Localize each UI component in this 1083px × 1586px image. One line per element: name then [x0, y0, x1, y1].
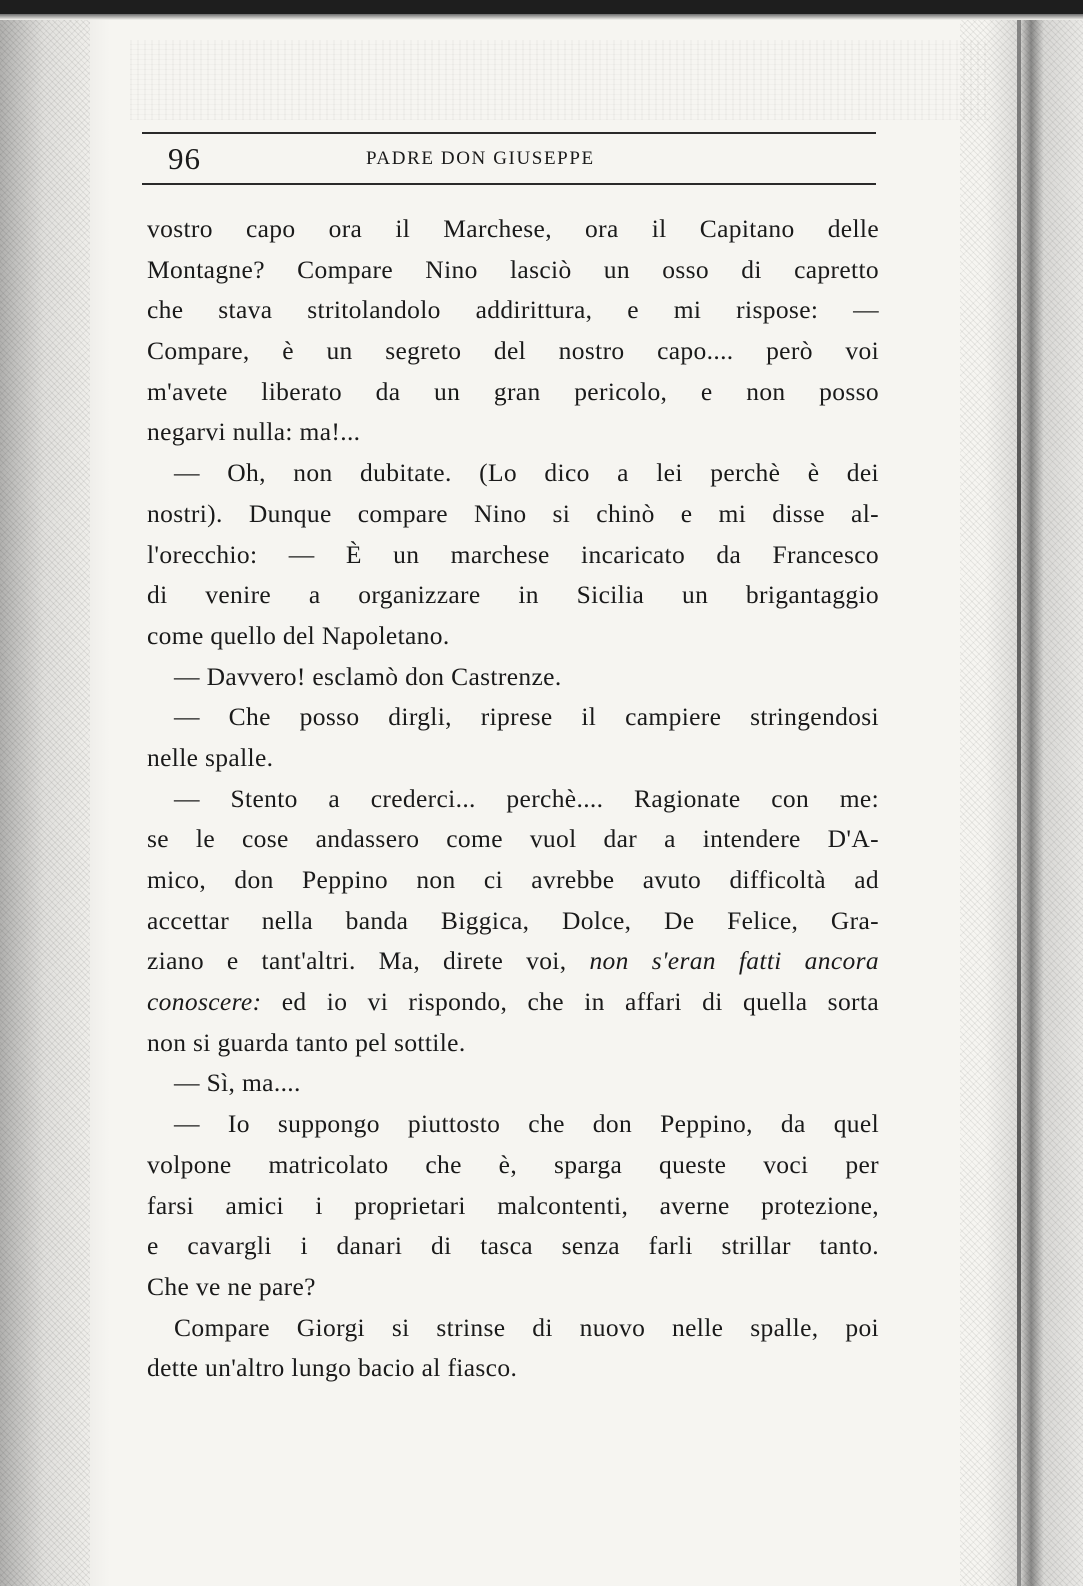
header-rule-bottom — [142, 183, 876, 185]
text-line: vostro capo ora il Marchese, ora il Capitano delle — [147, 214, 879, 243]
text-line: Montagne? Compare Nino lasciò un osso di capretto — [147, 254, 879, 284]
italic-phrase: conoscere: — [147, 987, 262, 1017]
text-line: m'avete liberato da un gran pericolo, e non posso — [147, 376, 879, 406]
text-line: dette un'altro lungo bacio al fiasco. — [147, 1353, 518, 1383]
text-segment: ed io vi rispondo, che in affari di quella sorta — [281, 987, 879, 1017]
text-line: che stava stritolandolo addirittura, e mi rispose: — — [147, 295, 879, 325]
text-line: nelle spalle. — [147, 742, 274, 772]
text-line: accettar nella banda Biggica, Dolce, De Felice, Gra- — [147, 905, 879, 935]
text-segment: ziano e tant'altri. Ma, direte voi, — [147, 946, 567, 976]
text-line: e cavargli i danari di tasca senza farli strillar tanto. — [147, 1231, 879, 1261]
text-line: volpone matricolato che è, sparga queste voci per — [147, 1149, 879, 1179]
text-line: — Sì, ma.... — [174, 1068, 301, 1098]
text-line: farsi amici i proprietari malcontenti, averne protezione, — [147, 1190, 879, 1220]
header-rule-top — [142, 132, 876, 134]
text-line: se le cose andassero come vuol dar a intendere D'A- — [147, 824, 879, 854]
text-line: — Io suppongo piuttosto che don Peppino, da quel — [174, 1109, 879, 1139]
scan-top-border — [0, 0, 1083, 14]
text-line: non si guarda tanto pel sottile. — [147, 1027, 466, 1057]
scan-noise-top — [130, 40, 990, 120]
running-head: PADRE DON GIUSEPPE — [366, 148, 595, 169]
text-line: Compare, è un segreto del nostro capo.... però voi — [147, 336, 879, 366]
body-text — [147, 209, 879, 1389]
scan-top-shadow — [0, 14, 1083, 20]
text-line: mico, don Peppino non ci avrebbe avuto difficoltà ad — [147, 865, 879, 894]
italic-phrase: non s'eran fatti ancora — [589, 946, 880, 976]
text-line: Compare Giorgi si strinse di nuovo nelle spalle, poi — [174, 1312, 879, 1342]
text-line: di venire a organizzare in Sicilia un brigantaggio — [147, 580, 879, 610]
text-line: — Oh, non dubitate. (Lo dico a lei perchè è dei — [174, 458, 879, 488]
text-line: negarvi nulla: ma!... — [147, 417, 361, 447]
page-fold-line — [1017, 20, 1021, 1586]
text-line-mixed — [147, 941, 879, 982]
text-line: l'orecchio: — È un marchese incaricato da Francesco — [147, 539, 879, 569]
text-line: — Stento a crederci... perchè.... Ragionate con me: — [174, 783, 879, 813]
text-line: — Davvero! esclamò don Castrenze. — [174, 661, 562, 691]
page-number: 96 — [168, 141, 201, 176]
text-line: Che ve ne pare? — [147, 1271, 316, 1301]
text-line: — Che posso dirgli, riprese il campiere stringendosi — [174, 702, 879, 732]
scan-left-speckle — [0, 20, 90, 1586]
scan-right-speckle — [960, 20, 1083, 1586]
text-line: nostri). Dunque compare Nino si chinò e mi disse al- — [147, 498, 879, 528]
text-line-mixed — [147, 982, 879, 1023]
text-line: come quello del Napoletano. — [147, 620, 450, 650]
